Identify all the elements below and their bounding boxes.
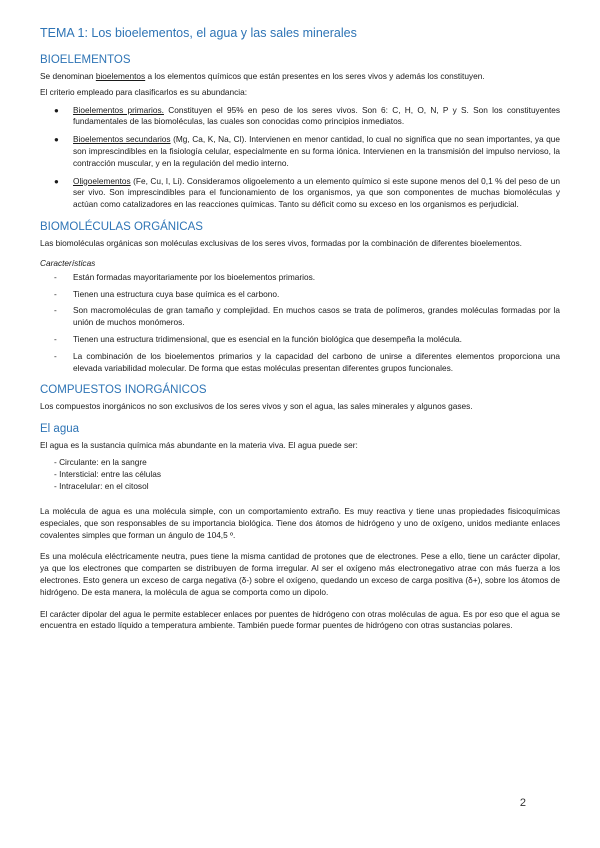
agua-types-list [40, 456, 560, 492]
list-item: ● Bioelementos primarios. Constituyen el 95% en peso de los seres vivos. Son 6: C, H, O, N, P y S. Son los constituyentes fundamentales de las biomoléculas, las cuales son conocidas como principios inmediatos. [54, 104, 561, 127]
agua-intro: El agua es la sustancia química más abundante en la materia viva. El agua puede ser: [40, 440, 358, 451]
term-bioelementos: bioelementos [95, 71, 146, 81]
caracteristicas-list [40, 272, 560, 375]
section-heading-biomoleculas: BIOMOLÉCULAS ORGÁNICAS [40, 220, 203, 233]
list-item: ● Bioelementos secundarios (Mg, Ca, K, Na, Cl). Intervienen en menor cantidad, lo cual no significa que no sean importantes, ya que son imprescindibles en la fisiología celular, especialmente en su forma iónica. Intervienen en la transmisión del impulso nervioso, la contracción muscular, y en la regulación del medio interno. [54, 134, 560, 168]
bioelementos-intro: Se denominan bioelementos a los elementos químicos que están presentes en los seres vivos y además los constituyen. [40, 71, 485, 81]
agua-paragraph-3: El carácter dipolar del agua le permite establecer enlaces por puentes de hidrógeno con otras moléculas de agua. Es por eso que el agua se encuentra en estado líquido a temperatura ambiente. También puede formar puentes de hidrógeno con otras sustancias polares. [40, 608, 560, 631]
list-item: - Están formadas mayoritariamente por los bioelementos primarios. [54, 271, 316, 282]
list-item: ● Oligoelementos (Fe, Cu, I, Li). Consideramos oligoelemento a un elemento químico si este supone menos del 0,1 % del peso de un ser vivo. Son imprescindibles para el funcionamiento de los organismos, ya que son componentes de muchas biomoléculas y actúan como catalizadores en las reacciones químicas. Tanto su déficit como su exceso en los organismos es perjudicial. [54, 175, 560, 210]
bioelementos-criteria: El criterio empleado para clasificarlos es su abundancia: [40, 86, 248, 97]
list-item: - La combinación de los bioelementos primarios y la capacidad del carbono de unirse a diferentes elementos proporciona una elevada variabilidad molecular. De forma que estas moléculas presentan diferentes grupos funcionales. [54, 350, 560, 373]
list-item: - Tienen una estructura tridimensional, que es esencial en la función biológica que desempeña la molécula. [54, 333, 462, 344]
list-item: - Son macromoléculas de gran tamaño y complejidad. En muchos casos se trata de polímeros, grandes moléculas formadas por la unión de muchos monómeros. [54, 305, 560, 328]
subheading-caracteristicas: Características [40, 257, 96, 268]
agua-paragraph-2: Es una molécula eléctricamente neutra, pues tiene la misma cantidad de protones que de electrones. Pese a ello, tiene un carácter dipolar, ya que los electrones que comparten se distribuyen de forma irregular. Al ser el oxígeno más electronegativo atrae con más fuerza a los electrones. Esto genera un exceso de carga negativa (δ-) sobre el oxígeno, quedando un exceso de carga positiva (δ+), sobre los átomos de hidrógeno. De esta manera, la molécula de agua se comporta como un dipolo. [40, 551, 560, 597]
bullet-icon: ● [54, 105, 59, 115]
document-title: TEMA 1: Los bioelementos, el agua y las sales minerales [40, 26, 357, 40]
agua-paragraph-1: La molécula de agua es una molécula simple, con un comportamiento extraño. Es muy reactiva y tiene unas propiedades fisicoquímicas especiales, que son responsables de su importancia biológica. Tiene dos átomos de hidrógeno y uno de oxígeno, unidos mediante enlaces covalentes simples que forman un ángulo de 104,5 º. [40, 505, 560, 540]
list-item: - Tienen una estructura cuya base química es el carbono. [54, 288, 280, 299]
section-heading-compuestos: COMPUESTOS INORGÁNICOS [40, 384, 207, 397]
bullet-icon: ● [54, 135, 59, 145]
biomoleculas-intro: Las biomoléculas orgánicas son moléculas exclusivas de los seres vivos, formadas por la combinación de diferentes bioelementos. [40, 237, 522, 248]
list-item: - Intersticial: entre las células [54, 468, 161, 479]
document-page [40, 26, 560, 636]
section-heading-bioelementos: BIOELEMENTOS [40, 54, 131, 66]
compuestos-intro: Los compuestos inorgánicos no son exclusivos de los seres vivos y son el agua, las sales minerales y algunos gases. [40, 401, 473, 412]
list-item: - Intracelular: en el citosol [54, 480, 149, 491]
bioelementos-list [40, 105, 560, 211]
page-number: 2 [519, 797, 526, 809]
bullet-icon: ● [54, 176, 59, 186]
list-item: - Circulante: en la sangre [54, 456, 147, 467]
section-heading-agua: El agua [40, 423, 80, 436]
